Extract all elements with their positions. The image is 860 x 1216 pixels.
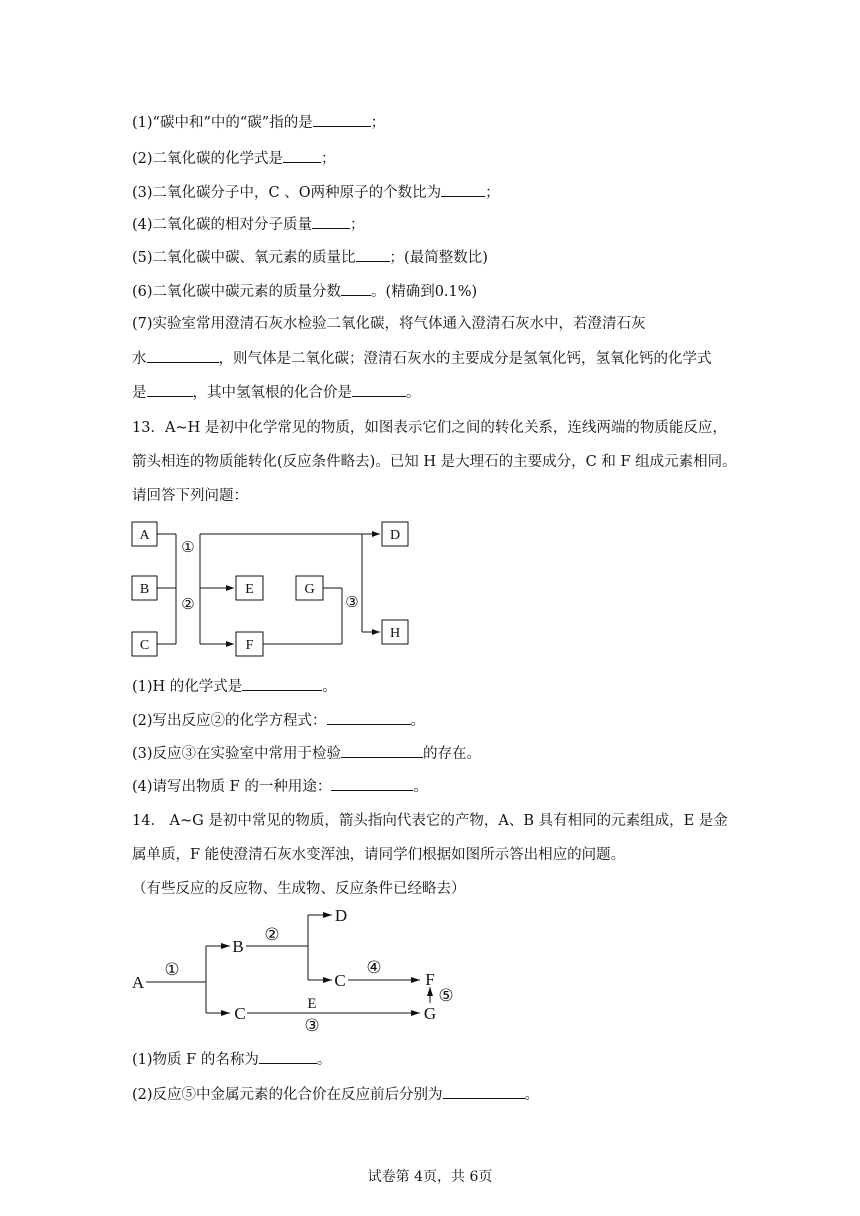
- answer-blank[interactable]: [327, 710, 411, 725]
- reaction-2: ②: [181, 597, 195, 613]
- reaction-1: ①: [181, 540, 195, 556]
- q13-part2: (2)写出反应②的化学方程式： 。: [132, 710, 425, 731]
- answer-blank[interactable]: [313, 112, 371, 127]
- label-C: C: [234, 1004, 246, 1023]
- answer-blank[interactable]: [147, 348, 219, 363]
- label-B: B: [232, 937, 244, 956]
- answer-blank[interactable]: [283, 148, 321, 163]
- reaction-4: ④: [366, 958, 382, 977]
- q14-part1: (1)物质 F 的名称为 。: [132, 1049, 331, 1070]
- label-A: A: [139, 528, 150, 543]
- q13-intro-line3: 请回答下列问题：: [132, 488, 248, 504]
- q14-intro-line1: 14． A~G 是初中常见的物质，箭头指向代表它的产物，A、B 具有相同的元素组成，E 是金: [132, 813, 728, 829]
- answer-blank[interactable]: [441, 182, 485, 197]
- reaction-2: ②: [264, 925, 280, 944]
- answer-blank[interactable]: [356, 247, 390, 262]
- label-H: H: [389, 626, 401, 641]
- answer-blank[interactable]: [443, 1084, 525, 1099]
- label-A: A: [131, 973, 145, 992]
- label-F: F: [425, 970, 435, 989]
- label-E: E: [245, 582, 254, 597]
- q13-part4: (4)请写出物质 F 的一种用途： 。: [132, 776, 428, 797]
- q14-diagram: [120, 900, 470, 1038]
- label-F: F: [245, 638, 254, 653]
- label-C: C: [139, 638, 150, 653]
- q12-part7c: 是 ，其中氢氧根的化合价是 。: [132, 382, 421, 403]
- answer-blank[interactable]: [147, 382, 193, 397]
- label-B: B: [139, 582, 150, 597]
- q12-part1: (1)“碳中和”中的“碳”指的是 ；: [132, 112, 385, 133]
- q12-part2: (2)二氧化碳的化学式是 ；: [132, 148, 336, 169]
- answer-blank[interactable]: [312, 214, 350, 229]
- q13-intro-line2: 箭头相连的物质能转化(反应条件略去)。已知 H 是大理石的主要成分，C 和 F 组成元素相同。: [132, 454, 737, 470]
- label-G: G: [423, 1004, 437, 1023]
- answer-blank[interactable]: [341, 743, 423, 758]
- label-E: E: [307, 996, 317, 1012]
- label-C: C: [334, 971, 346, 990]
- answer-blank[interactable]: [352, 382, 406, 397]
- q14-part2: (2)反应⑤中金属元素的化合价在反应前后分别为 。: [132, 1084, 539, 1105]
- q13-diagram: [120, 512, 420, 662]
- q13-part3: (3)反应③在实验室中常用于检验 的存在。: [132, 743, 481, 764]
- q14-intro-line2: 属单质，F 能使澄清石灰水变浑浊，请同学们根据如图所示答出相应的问题。: [132, 847, 626, 863]
- q12-part6: (6)二氧化碳中碳元素的质量分数 。(精确到0.1%): [132, 281, 477, 302]
- reaction-3: ③: [345, 595, 359, 611]
- label-G: G: [304, 582, 315, 597]
- label-D: D: [334, 906, 348, 925]
- reaction-5: ⑤: [438, 986, 454, 1005]
- page-footer: 试卷第 4页，共 6页: [367, 1169, 493, 1185]
- answer-blank[interactable]: [259, 1049, 317, 1064]
- q14-intro-line3: （有些反应的反应物、生成物、反应条件已经略去）: [132, 881, 466, 897]
- reaction-1: ①: [164, 960, 180, 979]
- q13-intro-line1: 13．A~H 是初中化学常见的物质，如图表示它们之间的转化关系，连线两端的物质能反应，: [132, 420, 727, 436]
- q12-part7a: (7)实验室常用澄清石灰水检验二氧化碳，将气体通入澄清石灰水中，若澄清石灰: [132, 316, 646, 332]
- q13-part1: (1)H 的化学式是 。: [132, 676, 337, 697]
- q12-part3: (3)二氧化碳分子中，C 、O两种原子的个数比为 ；: [132, 182, 500, 203]
- q12-part5: (5)二氧化碳中碳、氧元素的质量比 ；(最简整数比): [132, 247, 488, 268]
- answer-blank[interactable]: [242, 676, 322, 691]
- answer-blank[interactable]: [331, 776, 413, 791]
- q12-part7b: 水 ，则气体是二氧化碳；澄清石灰水的主要成分是氢氧化钙，氢氧化钙的化学式: [132, 348, 712, 369]
- label-D: D: [389, 528, 401, 543]
- reaction-3: ③: [304, 1016, 320, 1035]
- q12-part4: (4)二氧化碳的相对分子质量 ；: [132, 214, 365, 235]
- answer-blank[interactable]: [341, 281, 371, 296]
